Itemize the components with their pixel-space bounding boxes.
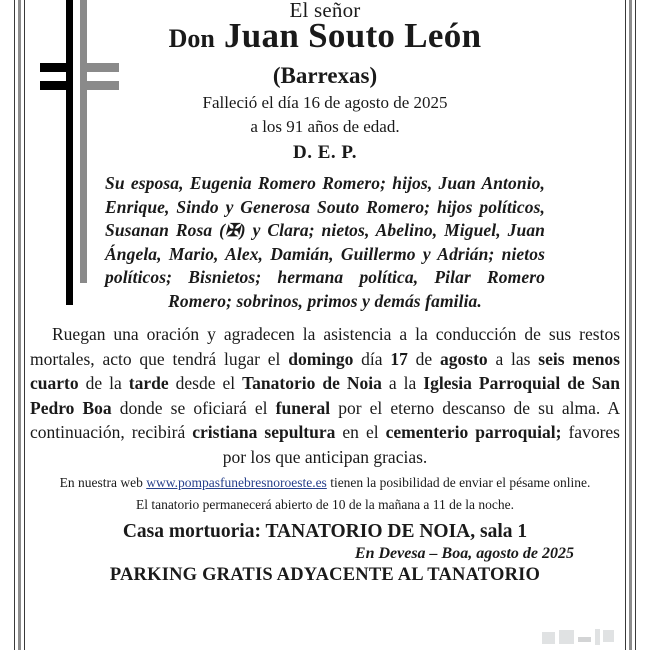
border-rule-right-outer (635, 0, 636, 650)
announcement-part-4: a las (487, 348, 539, 369)
surviving-family-list (105, 172, 545, 313)
announcement-part-10: en el (335, 422, 386, 442)
announcement-part-3: de (407, 348, 441, 369)
cemetery-name: cementerio parroquial; (385, 422, 562, 442)
mortuary-house-line: Casa mortuoria: TANATORIO DE NOIA, sala 1 (122, 521, 528, 542)
place-and-date: En Devesa – Boa, agosto de 2025 (354, 545, 574, 562)
border-rule-right-inner (625, 0, 626, 650)
funeral-service-word: funeral (275, 397, 331, 418)
opening-hours-line: El tanatorio permanecerá abierto de 10 de la mañana a 11 de la noche. (135, 497, 515, 512)
watermark-block-1 (542, 632, 555, 644)
funeral-day: 17 (390, 348, 408, 369)
border-rule-left-outer (14, 0, 15, 650)
funeral-origin-venue: Tanatorio de Noia (242, 373, 382, 393)
deceased-full-name: Juan Souto León (223, 16, 482, 55)
watermark-artifact (540, 628, 614, 648)
announcement-part-5: de la (78, 373, 129, 393)
deceased-name (30, 16, 620, 59)
watermark-block-2 (559, 630, 574, 644)
announcement-part-8: donde se oficiará el (111, 397, 276, 418)
border-rule-left-middle (18, 0, 21, 650)
parking-notice: PARKING GRATIS ADYACENTE AL TANATORIO (109, 565, 541, 585)
funeral-weekday: domingo (288, 348, 354, 369)
notice-content (30, 0, 620, 586)
family-text: Su esposa, Eugenia Romero Romero; hijos, Juan Antonio, Enrique, Sindo y Generosa Souto Romero; hijos políticos, Susanan Rosa (✠) y Clara; nietos, Abelino, Miguel, Juan Ángela, Mario, Alex, Damián, Guillermo y Adrián; nietos políticos; Bisnietos; hermana política, Pilar Romero Romero; sobrinos, primos y demás familia. (105, 173, 545, 311)
deceased-nickname: (Barrexas) (272, 63, 378, 88)
condolences-web-line (30, 474, 620, 491)
age-line: a los 91 años de edad. (250, 117, 400, 136)
funeral-church: Iglesia Parroquial de San Pedro Boa (30, 373, 620, 418)
condolences-website-link[interactable]: www.pompasfunebresnoroeste.es (146, 475, 327, 490)
funeral-daypart: tarde (128, 373, 169, 393)
watermark-block-5 (603, 630, 614, 642)
border-rule-left-inner (24, 0, 25, 650)
announcement-part-11: favores por los que anticipan gracias. (222, 422, 620, 467)
honorific-label: Don (168, 24, 215, 53)
web-line-suffix: tienen la posibilidad de enviar el pésame online. (326, 475, 591, 490)
watermark-block-4 (595, 629, 600, 645)
border-rule-right-middle (629, 0, 632, 650)
announcement-part-2: día (353, 348, 391, 369)
announcement-part-7: a la (381, 373, 424, 393)
burial-phrase: cristiana sepultura (192, 422, 336, 442)
dep-abbreviation: D. E. P. (292, 142, 357, 163)
announcement-part-6: desde el (168, 373, 243, 393)
funeral-time: seis menos cuarto (30, 348, 620, 393)
funeral-month: agosto (440, 348, 488, 369)
funeral-announcement (30, 322, 620, 469)
web-line-prefix: En nuestra web (59, 475, 147, 490)
watermark-block-3 (578, 637, 591, 642)
preamble-text: El señor (289, 0, 361, 22)
death-date-line: Falleció el día 16 de agosto de 2025 (202, 93, 448, 112)
announcement-part-1: Ruegan una oración y agradecen la asistencia a la conducción de sus restos mortales, acto que tendrá lugar el (30, 324, 620, 369)
announcement-part-9: por el eterno descanso de su alma. A continuación, recibirá (30, 397, 620, 442)
